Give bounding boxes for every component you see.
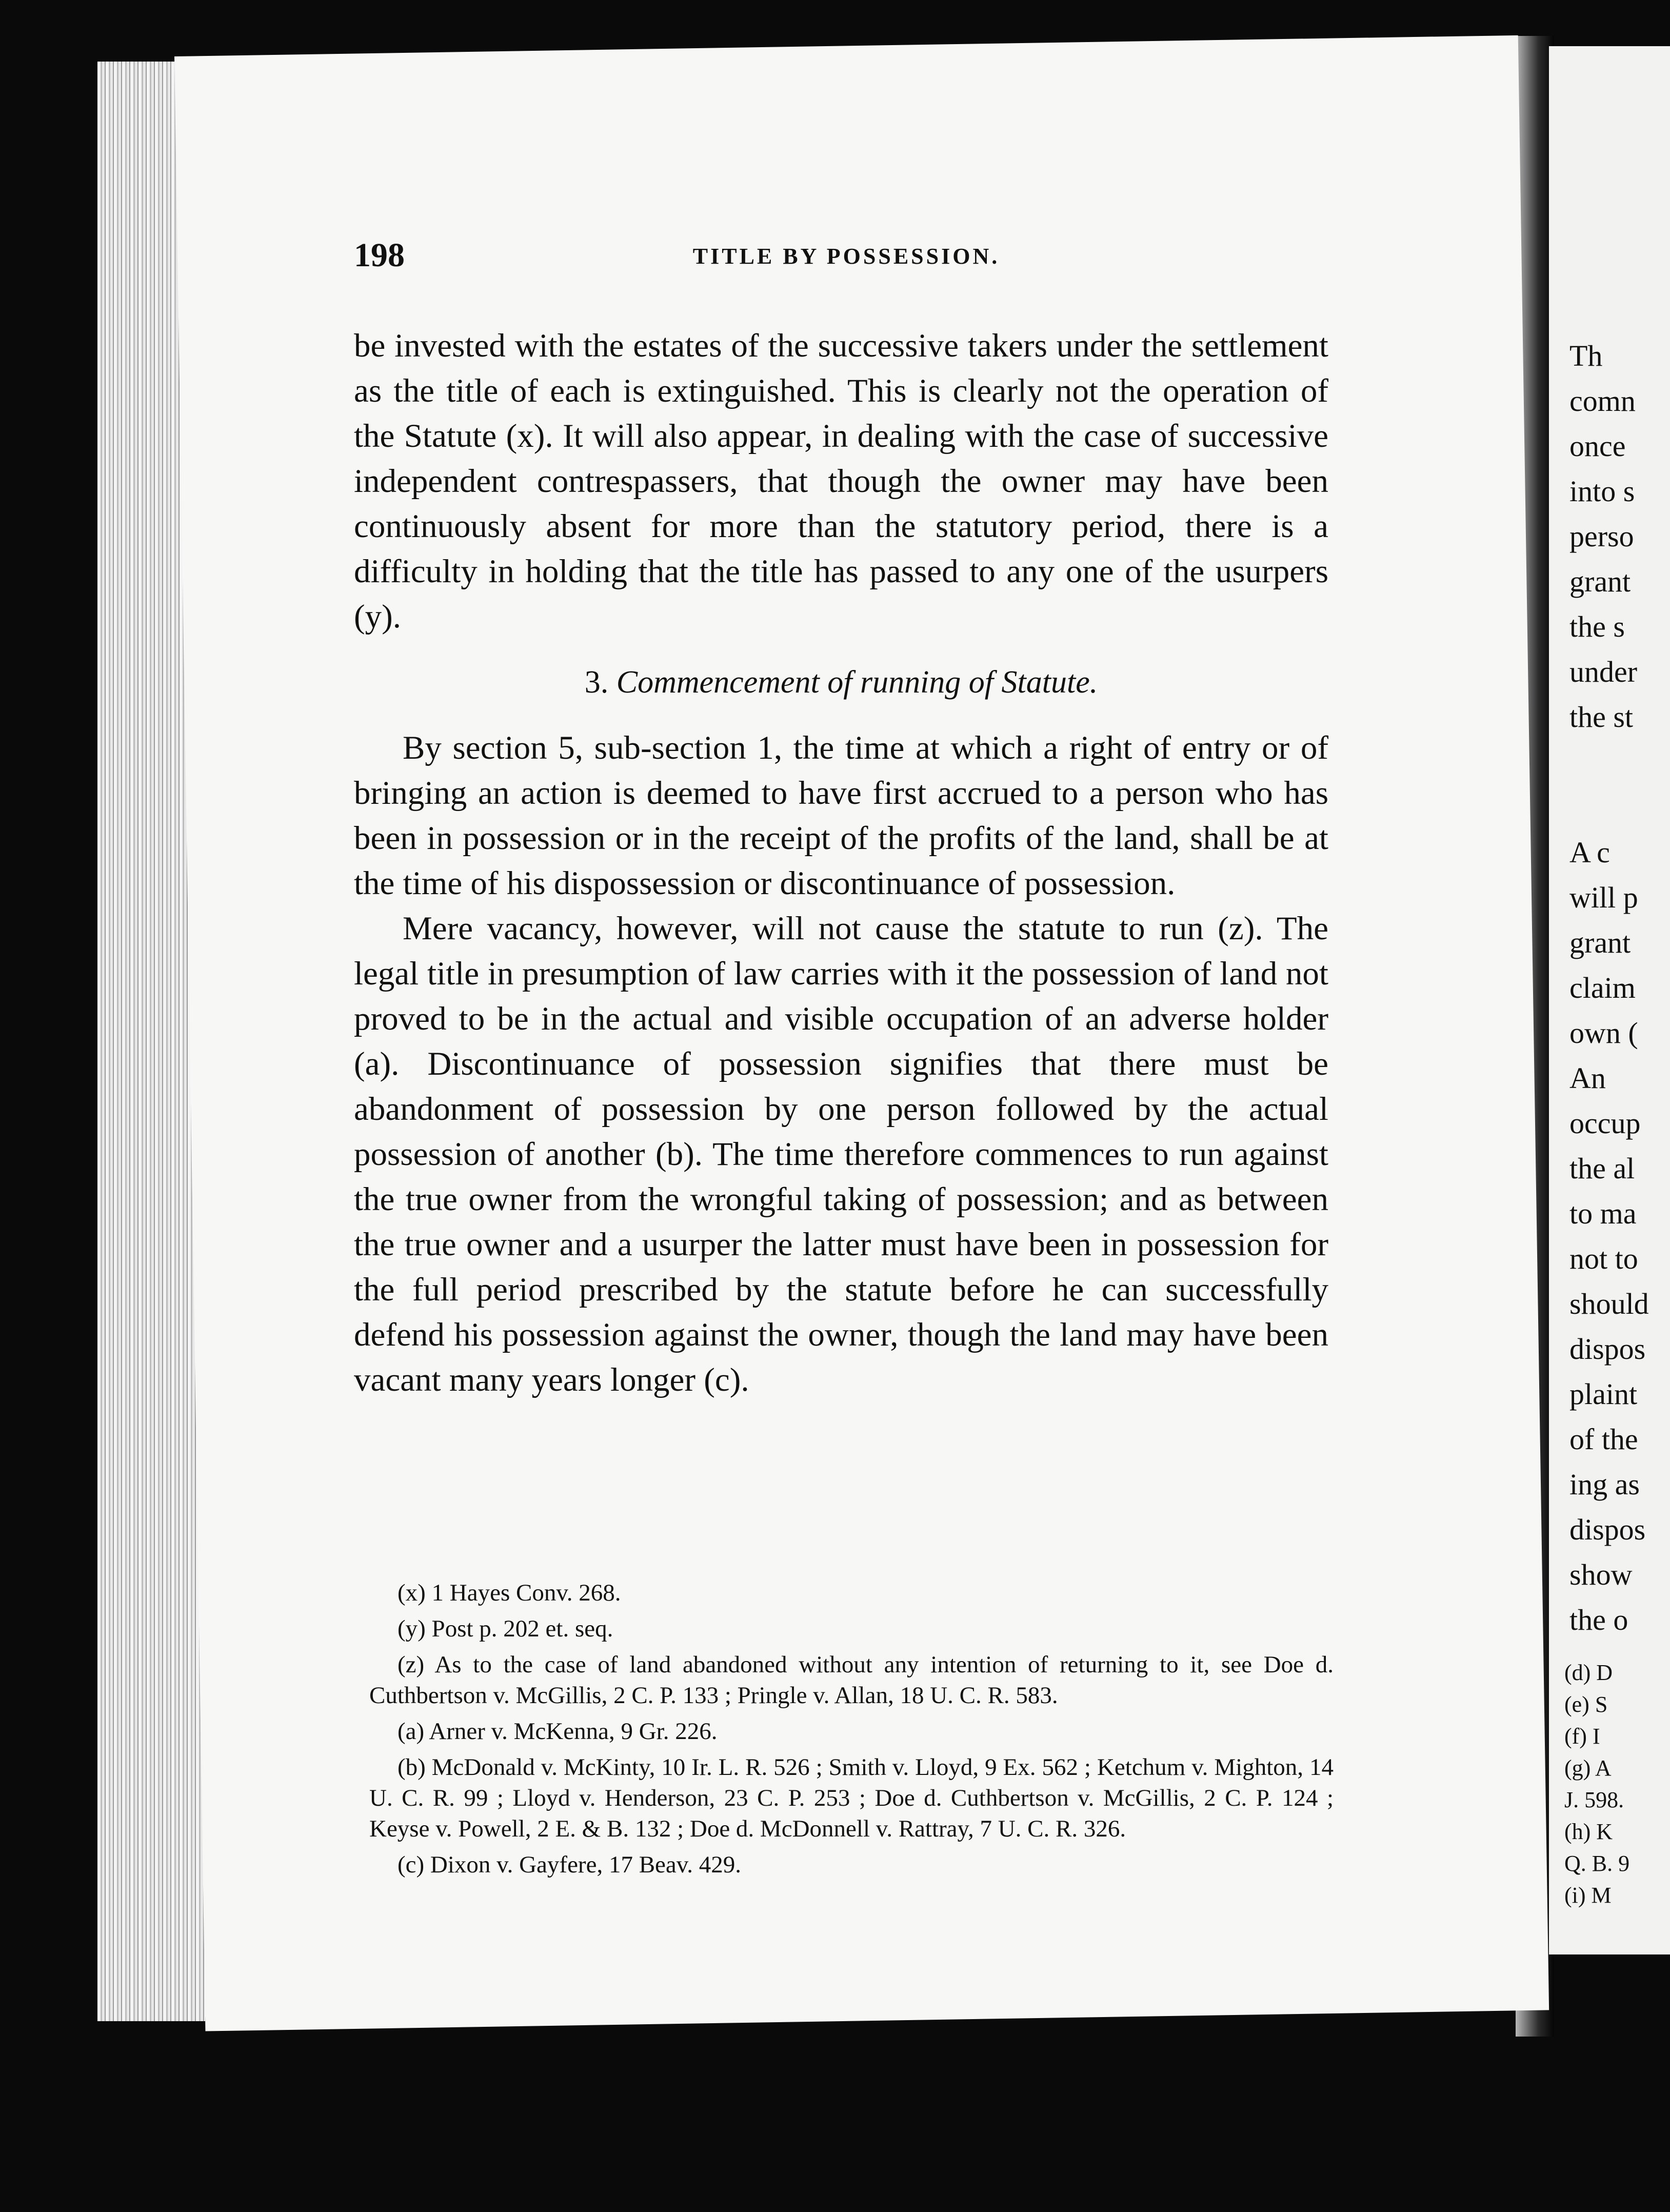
section-title: Commencement of running of Statute.	[616, 665, 1098, 700]
right-page-line: to ma	[1569, 1197, 1637, 1230]
footnote: (b) McDonald v. McKinty, 10 Ir. L. R. 526 ; Smith v. Lloyd, 9 Ex. 562 ; Ketchum v. Mighton, 14 U. C. R. 99 ; Lloyd v. Henderson, 23 C. P. 253 ; Doe d. Cuthbertson v. McGillis, 2 C. P. 124 ; Keyse v. Powell, 2 E. & B. 132 ; Doe d. McDonnell v. Rattray, 7 U. C. R. 326.	[369, 1754, 1334, 1842]
footnotes	[369, 1577, 1334, 1885]
footnote: (a) Arner v. McKenna, 9 Gr. 226.	[397, 1718, 718, 1745]
right-page-line: claim	[1569, 971, 1636, 1004]
right-page-line: show	[1569, 1558, 1633, 1591]
right-page-line: Th	[1569, 339, 1603, 372]
footnote: (y) Post p. 202 et. seq.	[397, 1615, 613, 1642]
right-page-note: (d) D	[1564, 1660, 1613, 1685]
right-page-note: (e) S	[1564, 1692, 1608, 1717]
right-page-line: comn	[1569, 384, 1636, 418]
right-page-line: An	[1569, 1061, 1606, 1095]
right-page-line: should	[1569, 1287, 1649, 1320]
right-page-line: A c	[1569, 836, 1610, 869]
right-page-line	[1549, 785, 1670, 830]
right-page-line: occup	[1569, 1107, 1641, 1140]
right-page-line: plaint	[1569, 1377, 1638, 1411]
running-title: TITLE BY POSSESSION.	[692, 244, 1000, 269]
right-page-note: (i) M	[1564, 1883, 1612, 1908]
right-page-line: under	[1569, 655, 1638, 688]
right-page-notes	[1549, 1657, 1670, 1911]
right-page-line: not to	[1569, 1242, 1638, 1275]
paragraph: be invested with the estates of the successive takers under the settlement as the title of each is extinguished. This is clearly not the operation of the Statute (x). It will also appear, in dealing with the case of successive independent contrespassers, that though the owner may have been continuously absent for more than the statutory period, there is a difficulty in holding that the title has passed to any one of the usurpers (y).	[354, 327, 1328, 635]
right-page-line: the o	[1569, 1603, 1628, 1636]
right-page-line: dispos	[1569, 1513, 1646, 1546]
footnote: (x) 1 Hayes Conv. 268.	[397, 1579, 621, 1606]
footnote: (c) Dixon v. Gayfere, 17 Beav. 429.	[397, 1851, 741, 1878]
right-page-text	[1549, 333, 1670, 1643]
right-page-line: the st	[1569, 700, 1634, 734]
right-page-line: ing as	[1569, 1468, 1640, 1501]
page-number: 198	[354, 236, 405, 274]
right-page-line: will p	[1569, 881, 1638, 914]
right-page-edge	[1549, 46, 1670, 1954]
right-page-line: the s	[1569, 610, 1625, 643]
paragraph: Mere vacancy, however, will not cause the statute to run (z). The legal title in presumption of law carries with it the possession of land not proved to be in the actual and visible occupation of an adverse holder (a). Discontinuance of possession signifies that there must be abandonment of possession by one person followed by the actual possession of another (b). The time therefore commences to run against the true owner from the wrongful taking of possession; and as between the true owner and a usurper the latter must have been in possession for the full period prescribed by the statute before he can successfully defend his possession against the owner, though the land may have been vacant many years longer (c).	[354, 910, 1328, 1398]
section-heading	[354, 660, 1328, 705]
right-page-note: (f) I	[1564, 1724, 1600, 1749]
section-number: 3.	[584, 665, 609, 700]
right-page-note: (g) A	[1564, 1755, 1612, 1781]
right-page-note: (h) K	[1564, 1819, 1613, 1844]
main-text	[354, 323, 1328, 1403]
right-page-line: the al	[1569, 1152, 1635, 1185]
right-page-line: own (	[1569, 1016, 1638, 1050]
right-page-line	[1549, 740, 1670, 785]
right-page-line: of the	[1569, 1423, 1638, 1456]
footnote: (z) As to the case of land abandoned without any intention of returning to it, see Doe d. Cuthbertson v. McGillis, 2 C. P. 133 ; Pringle v. Allan, 18 U. C. R. 583.	[369, 1651, 1334, 1709]
running-head	[354, 236, 1328, 298]
right-page-line: grant	[1569, 565, 1631, 598]
right-page-note: J. 598.	[1564, 1787, 1624, 1812]
right-page-line: grant	[1569, 926, 1631, 959]
right-page-line: dispos	[1569, 1332, 1646, 1366]
right-page-line: once	[1569, 429, 1626, 463]
right-page-note: Q. B. 9	[1564, 1851, 1630, 1876]
right-page-line: perso	[1569, 520, 1634, 553]
paragraph: By section 5, sub-section 1, the time at which a right of entry or of bringing an action is deemed to have first accrued to a person who has been in possession or in the receipt of the profits of the land, shall be at the time of his dispossession or discontinuance of possession.	[354, 729, 1328, 902]
right-page-line: into s	[1569, 475, 1635, 508]
